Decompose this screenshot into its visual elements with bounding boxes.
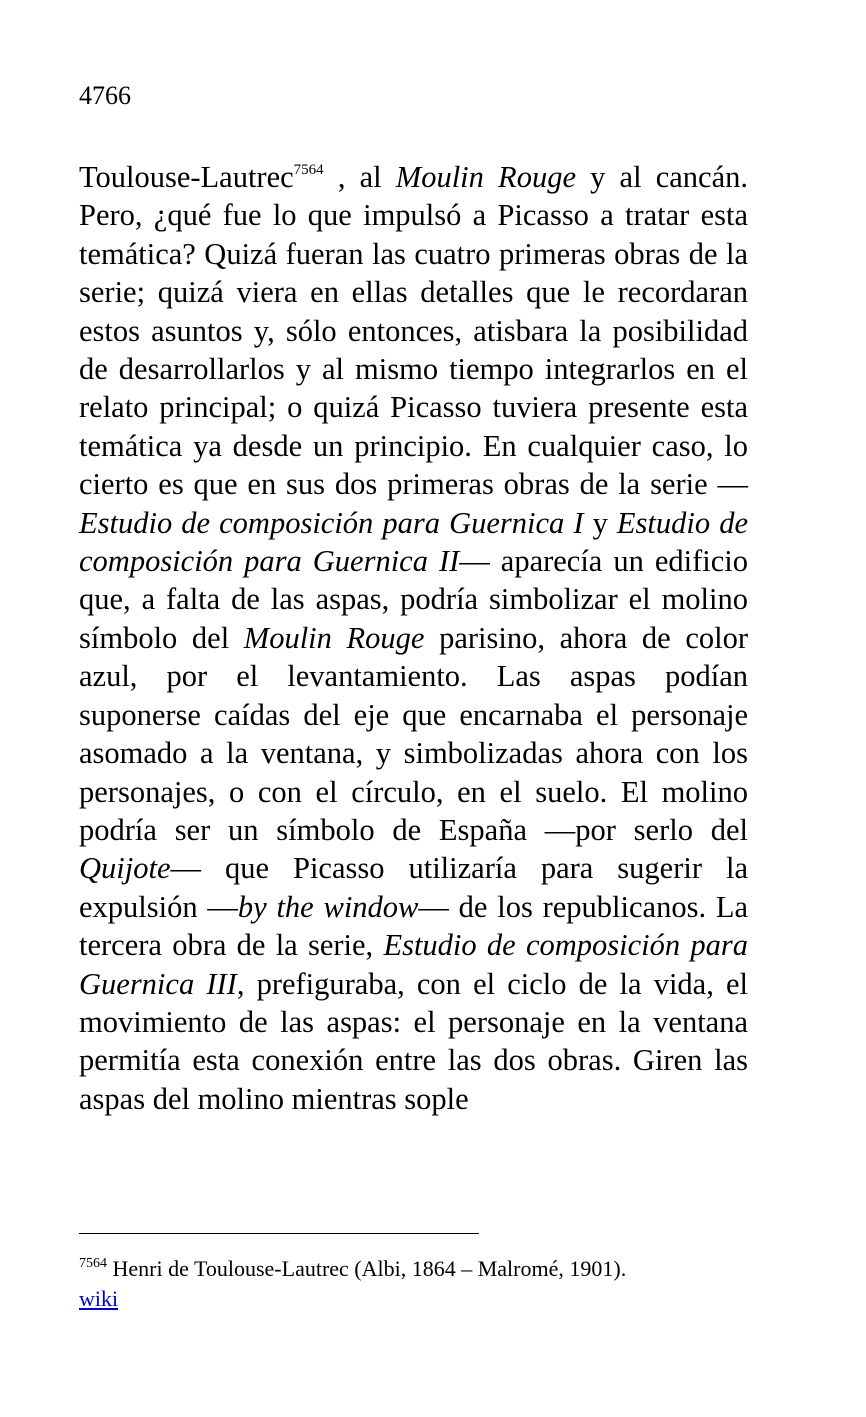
body-text-segment: y al cancán. Pero, ¿qué fue lo que impulsó a Picasso a tratar esta temática? Quizá fueran las cuatro primeras obras de la serie; quizá viera en ellas detalles que le recordaran estos asuntos y, sólo entonces, atisbara la posibilidad de desarrollarlos y al mismo tiempo integrarlos en el relato principal; o quizá Picasso tuviera presente esta temática ya desde un principio. En cualquier caso, lo cierto es que en sus dos primeras obras de la serie — [79,160,748,502]
footnote [79,1254,779,1314]
italic-title: Estudio de composición para Guernica III [79,928,748,1001]
page-number: 4766 [79,81,131,110]
italic-phrase: by the window [237,889,419,924]
body-paragraph [79,158,748,1118]
italic-title: Moulin Rouge [395,160,576,194]
body-text-segment: , al [323,160,396,194]
footnote-divider [79,1233,479,1234]
footnote-reference[interactable]: 7564 [293,162,324,178]
body-text-segment: parisino, ahora de color azul, por el levantamiento. Las aspas podían suponerse caídas del eje que encarnaba el personaje asomado a la ventana, y simbolizadas ahora con los personajes, o con el círculo, en el suelo. El molino podría ser un símbolo de España —por serlo del [79,620,748,847]
body-text-segment: Toulouse-Lautrec [79,160,294,194]
body-text-segment: y [583,505,617,540]
body-text-segment: — de los republicanos. La tercera obra de la serie, [79,889,749,963]
body-text-segment: — que Picasso utilizaría para sugerir la expulsión — [79,851,748,924]
footnote-text: Henri de Toulouse-Lautrec (Albi, 1864 – Malromé, 1901). [107,1256,627,1281]
body-text-segment: , prefiguraba, con el ciclo de la vida, el movimiento de las aspas: el personaje en la ventana permitía esta conexión entre las dos obras. Giren las aspas del molino mientras sople [79,966,748,1116]
footnote-mark: 7564 [79,1256,107,1271]
italic-title: Estudio de composición para Guernica II [79,505,748,579]
wiki-link[interactable]: wiki [79,1286,119,1311]
italic-title: Estudio de composición para Guernica I [79,505,584,540]
italic-title: Quijote [79,851,171,886]
body-text-segment: — aparecía un edificio que, a falta de las aspas, podría simbolizar el molino símbolo del [79,544,748,655]
italic-title: Moulin Rouge [243,620,425,655]
